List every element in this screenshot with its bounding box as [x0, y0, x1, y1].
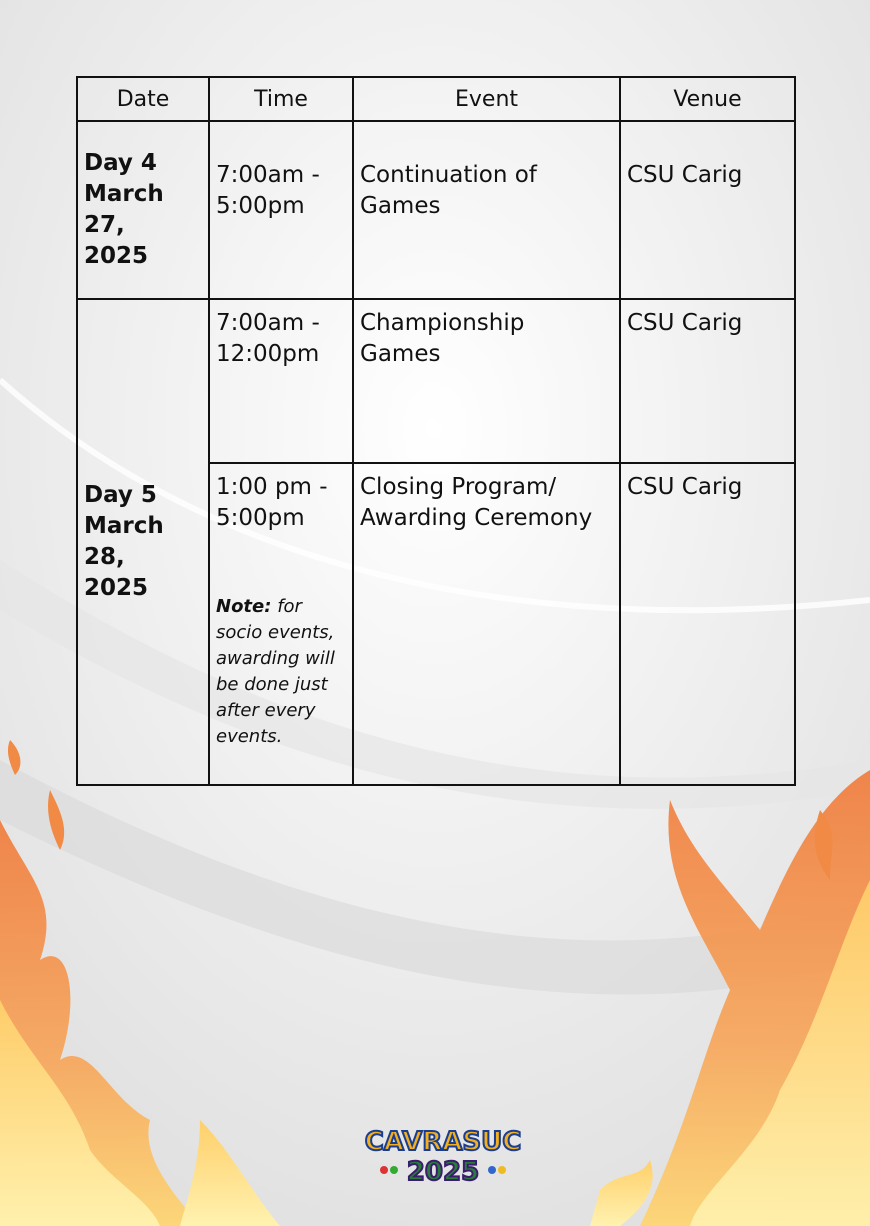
date-year: 2025	[84, 243, 149, 269]
venue-cell: CSU Carig	[620, 463, 795, 785]
date-cell	[77, 299, 209, 785]
event-line: Games	[360, 193, 441, 219]
table-row	[77, 299, 795, 463]
logo-dot	[488, 1166, 496, 1174]
event-line: Closing Program/	[360, 474, 557, 500]
event-cell	[353, 299, 620, 463]
event-cell	[353, 121, 620, 299]
logo-top-text: CAVRASUC	[364, 1127, 522, 1157]
logo-dot	[380, 1166, 388, 1174]
event-line: Continuation of	[360, 162, 537, 188]
time-start: 7:00am -	[216, 310, 320, 336]
header-date: Date	[77, 77, 209, 121]
header-event: Event	[353, 77, 620, 121]
venue-cell: CSU Carig	[620, 121, 795, 299]
event-line: Championship	[360, 310, 525, 336]
date-year: 2025	[84, 575, 149, 601]
logo-dot	[498, 1166, 506, 1174]
table-row	[77, 121, 795, 299]
date-cell	[77, 121, 209, 299]
time-end: 5:00pm	[216, 505, 305, 531]
event-line: Awarding Ceremony	[360, 505, 593, 531]
header-row	[77, 77, 795, 121]
logo-bottom-text: 2025	[406, 1157, 480, 1187]
note-body: for socio events, awarding will be done just after every events.	[216, 596, 335, 747]
time-end: 5:00pm	[216, 193, 305, 219]
time-end: 12:00pm	[216, 341, 320, 367]
date-text: March 28,	[84, 513, 164, 570]
date-day: Day 5	[84, 482, 157, 508]
venue-cell: CSU Carig	[620, 299, 795, 463]
time-start: 1:00 pm -	[216, 474, 328, 500]
time-start: 7:00am -	[216, 162, 320, 188]
cavrasuc-logo	[362, 1108, 524, 1188]
event-line: Games	[360, 341, 441, 367]
note-text	[216, 594, 346, 750]
date-text: March 27,	[84, 181, 164, 238]
schedule-table	[76, 76, 796, 786]
note-label: Note:	[216, 596, 272, 617]
header-time: Time	[209, 77, 353, 121]
date-day: Day 4	[84, 150, 157, 176]
time-cell	[209, 463, 353, 785]
event-cell	[353, 463, 620, 785]
time-cell	[209, 299, 353, 463]
time-cell	[209, 121, 353, 299]
header-venue: Venue	[620, 77, 795, 121]
logo-dot	[390, 1166, 398, 1174]
